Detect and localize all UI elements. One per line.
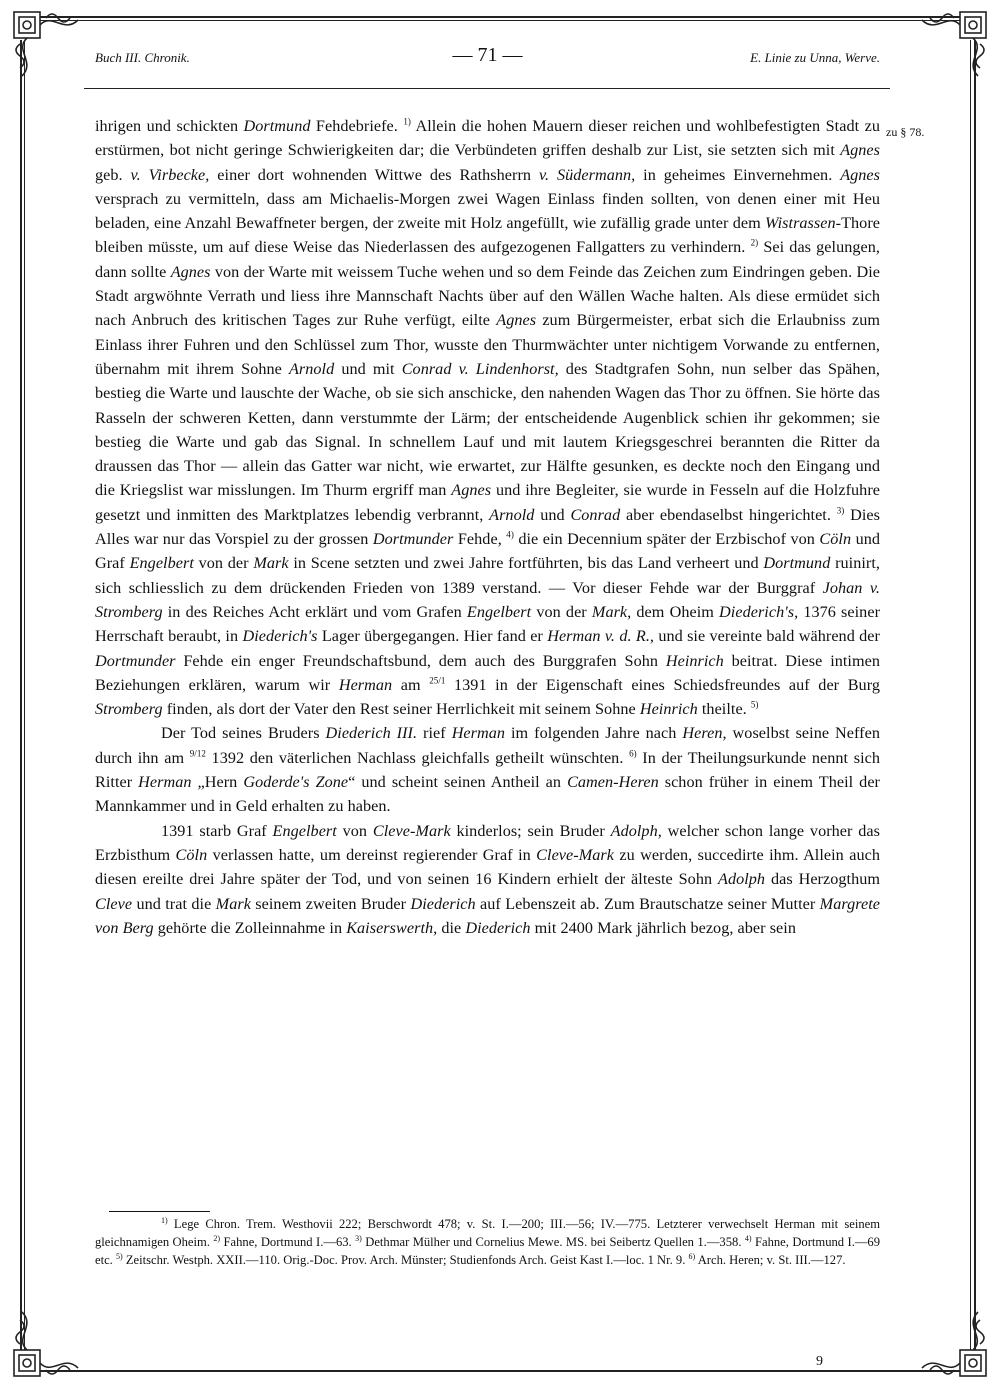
frame-header-rule: [84, 88, 890, 89]
ornament-corner-top-right-icon: [916, 4, 994, 82]
frame-top-rule-inner: [40, 20, 960, 21]
paragraph-3: 1391 starb Graf Engelbert von Cleve-Mark kinderlos; sein Bruder Adolph, welcher schon lange vorher das Erzbisthum Cöln verlassen hatte, um dereinst regierender Graf in Cleve-Mark zu werden, succedirte ihm. Allein auch diesen ereilte drei Jahre später der Tod, und von seinen 16 Kindern erhielt der älteste Sohn Adolph das Herzogthum Cleve und trat die Mark seinem zweiten Bruder Diederich auf Lebenszeit ab. Zum Brautschatze seiner Mutter Margrete von Berg gehörte die Zolleinnahme in Kaiserswerth, die Diederich mit 2400 Mark jährlich bezog, aber sein: [95, 821, 880, 937]
paragraph-2: Der Tod seines Bruders Diederich III. rief Herman im folgenden Jahre nach Heren, woselbst seine Neffen durch ihn am $^{9/12}$ 1392 den väterlichen Nachlass gleichfalls getheilt wünschten. $^{6)}$ In der Theilungsurkunde nennt sich Ritter Herman „Hern Goderde's Zone“ und scheint seinen Antheil an Camen-Heren schon früher in einem Theil der Mannkammer und in Geld erhalten zu haben.: [95, 724, 881, 816]
page-number-header: — 71 —: [452, 44, 523, 66]
frame-left-rule: [20, 40, 22, 1350]
header-left: Buch III. Chronik.: [95, 50, 190, 65]
main-text: [95, 114, 880, 940]
footnote-separator: [109, 1211, 210, 1212]
frame-bottom-rule: [40, 1370, 960, 1372]
paragraph-1: ihrigen und schickten Dortmund Fehdebriefe. $^{1)}$ Allein die hohen Mauern dieser reichen und wohlbefestigten Stadt zu erstürmen, bot nicht geringe Schwierigkeiten dar; die Verbündeten griffen deshalb zur List, sie setzten sich mit Agnes geb. v. Virbecke, einer dort wohnenden Wittwe des Rathsherrn v. Südermann, in geheimes Einvernehmen. Agnes versprach zu vermitteln, dass am Michaelis-Morgen zwei Wagen Einlass finden sollten, von denen einer mit Heu beladen, eine Anzahl Bewaffneter bergen, der zweite mit Holz angefüllt, wie zufällig grade unter dem Wistrassen-Thore bleiben müsste, um auf diese Weise das Niederlassen des aufgezogenen Fallgatters zu verhindern. $^{2)}$ Sei das gelungen, dann sollte Agnes von der Warte mit weissem Tuche wehen und so dem Feinde das Zeichen zum Eindringen geben. Die Stadt argwöhnte Verrath und liess ihre Mannschaft Nachts über auf den Wällen Wache halten. Als diese ermüdet sich nach Anbruch des kritischen Tages zur Ruhe verfügt, eilte Agnes zum Bürgermeister, erbat sich die Erlaubniss zum Einlass ihrer Fuhren und den Schlüssel zum Thor, wusste den Thurmwächter unter nichtigem Vorwande zu entfernen, übernahm mit ihrem Sohne Arnold und mit Conrad v. Lindenhorst, des Stadtgrafen Sohn, nun selber das Spähen, bestieg die Warte und lauschte der Wache, ob sie sich anschicke, den nahenden Wagen das Thor zu öffnen. Sie hörte das Rasseln der schweren Ketten, dann verstummte der Lärm; der entscheidende Augenblick schien ihr gekommen; sie bestieg die Warte und gab das Signal. In schnellem Lauf und mit lautem Kriegsgeschrei berannten die Ritter da draussen das Thor — allein das Gatter war nicht, wie erwartet, zur Hälfte gesunken, es deckte noch den Eingang und die Kriegslist war misslungen. Im Thurm ergriff man Agnes und ihre Begleiter, sie wurde in Fesseln auf die Holzfuhre gesetzt und inmitten des Marktplatzes lebendig verbrannt, Arnold und Conrad aber ebendaselbst hingerichtet. $^{3)}$ Dies Alles war nur das Vorspiel zu der grossen Dortmunder Fehde, $^{4)}$ die ein Decennium später der Erzbischof von Cöln und Graf Engelbert von der Mark in Scene setzten und zwei Jahre fortführten, bis das Land verheert und Dortmund ruinirt, sich schliesslich zu dem drückenden Frieden von 1389 verstand. — Vor dieser Fehde war der Burggraf Johan v. Stromberg in des Reiches Acht erklärt und vom Grafen Engelbert von der Mark, dem Oheim Diederich's, 1376 seiner Herrschaft beraubt, in Diederich's Lager übergegangen. Hier fand er Herman v. d. R., und sie vereinte bald während der Dortmunder Fehde ein enger Freundschaftsbund, dem auch des Burggrafen Sohn Heinrich beitrat. Diese intimen Beziehungen erklären, warum wir Herman am $^{25/1}$ 1391 in der Eigenschaft eines Schiedsfreundes auf der Burg Stromberg finden, als dort der Vater den Rest seiner Herrlichkeit mit seinem Sohne Heinrich theilte. $^{5)}$: [95, 116, 881, 719]
footnote-block: $^{1)}$ Lege Chron. Trem. Westhovii 222; Berschwordt 478; v. St. I.—200; III.—56; IV.—775. Letzterer verwechselt Herman mit seinem gleichnamigen Oheim. $^{2)}$ Fahne, Dortmund I.—63. $^{3)}$ Dethmar Mülher und Cornelius Mewe. MS. bei Seibertz Quellen 1.—358. $^{4)}$ Fahne, Dortmund I.—69 etc. $^{5)}$ Zeitschr. Westph. XXII.—110. Orig.-Doc. Prov. Arch. Münster; Studienfonds Arch. Geist Kast I.—loc. 1 Nr. 9. $^{6)}$ Arch. Heren; v. St. III.—127.: [95, 1215, 881, 1267]
ornament-corner-bottom-right-icon: [916, 1306, 994, 1384]
footnotes: [95, 1216, 880, 1269]
header-right: E. Linie zu Unna, Werve.: [750, 50, 880, 65]
ornament-corner-bottom-left-icon: [6, 1306, 84, 1384]
ornament-corner-top-left-icon: [6, 4, 84, 82]
frame-right-rule: [974, 40, 976, 1350]
margin-note: zu § 78.: [886, 125, 925, 139]
frame-left-rule-inner: [24, 40, 25, 1350]
frame-top-rule: [40, 16, 960, 18]
frame-right-rule-inner: [970, 40, 971, 1350]
running-header: [95, 44, 880, 76]
signature-mark: 9: [816, 1354, 823, 1369]
